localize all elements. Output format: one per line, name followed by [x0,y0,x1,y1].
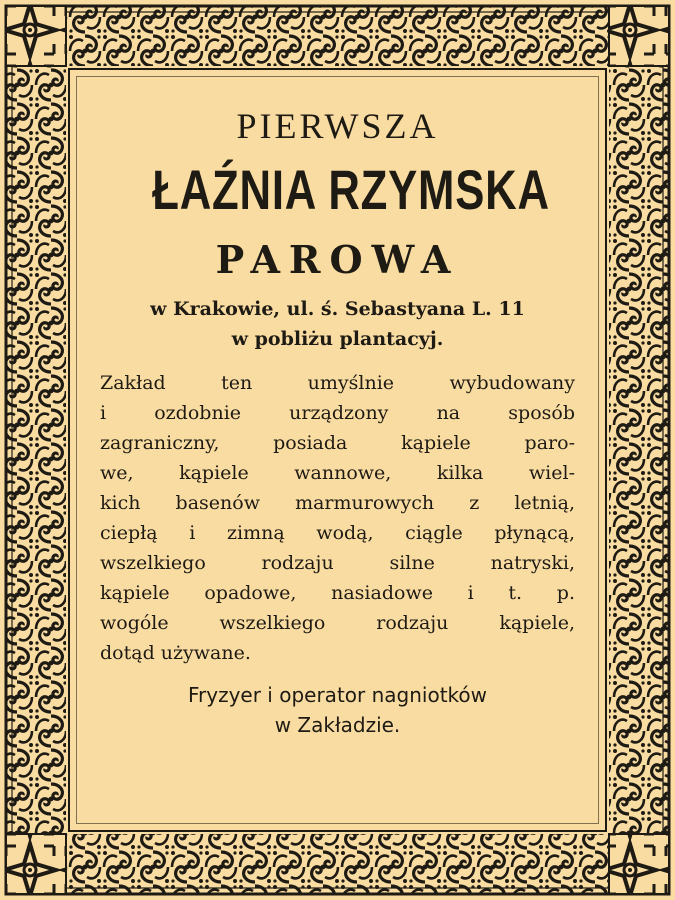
address-line-2: w pobliżu plantacyj. [231,328,444,350]
description-line: wogóle wszelkiego rodzaju kąpiele, [100,612,575,634]
description-line: kich basenów marmurowych z letnią, [100,492,575,514]
heading-line-3: PAROWA [215,237,460,282]
description-line: kąpiele opadowe, nasiadowe i t. p. [100,582,575,604]
address-line-1: w Krakowie, ul. ś. Sebastyana L. 11 [150,298,525,320]
footer-line-2: w Zakładzie. [274,713,401,737]
description-line: zagraniczny, posiada kąpiele paro- [100,432,575,454]
description-line: wszelkiego rodzaju silne natryski, [100,552,575,574]
advertisement-text [100,106,575,740]
address-block [100,294,575,354]
description-line: we, kąpiele wannowe, kilka wiel- [100,462,575,484]
footer-line-1: Fryzyer i operator nagniotków [187,683,487,707]
description-line: i ozdobnie urządzony na sposób [100,402,575,424]
description-line: ciepłą i zimną wodą, ciągle płynącą, [100,522,575,544]
description-line: dotąd używane. [100,642,251,664]
heading-line-2: ŁAŹNIA RZYMSKA [152,158,550,221]
description-paragraph [100,368,575,668]
footer-note [100,680,575,740]
description-line: Zakład ten umyślnie wybudowany [100,372,575,394]
heading-line-1: PIERWSZA [236,106,439,146]
